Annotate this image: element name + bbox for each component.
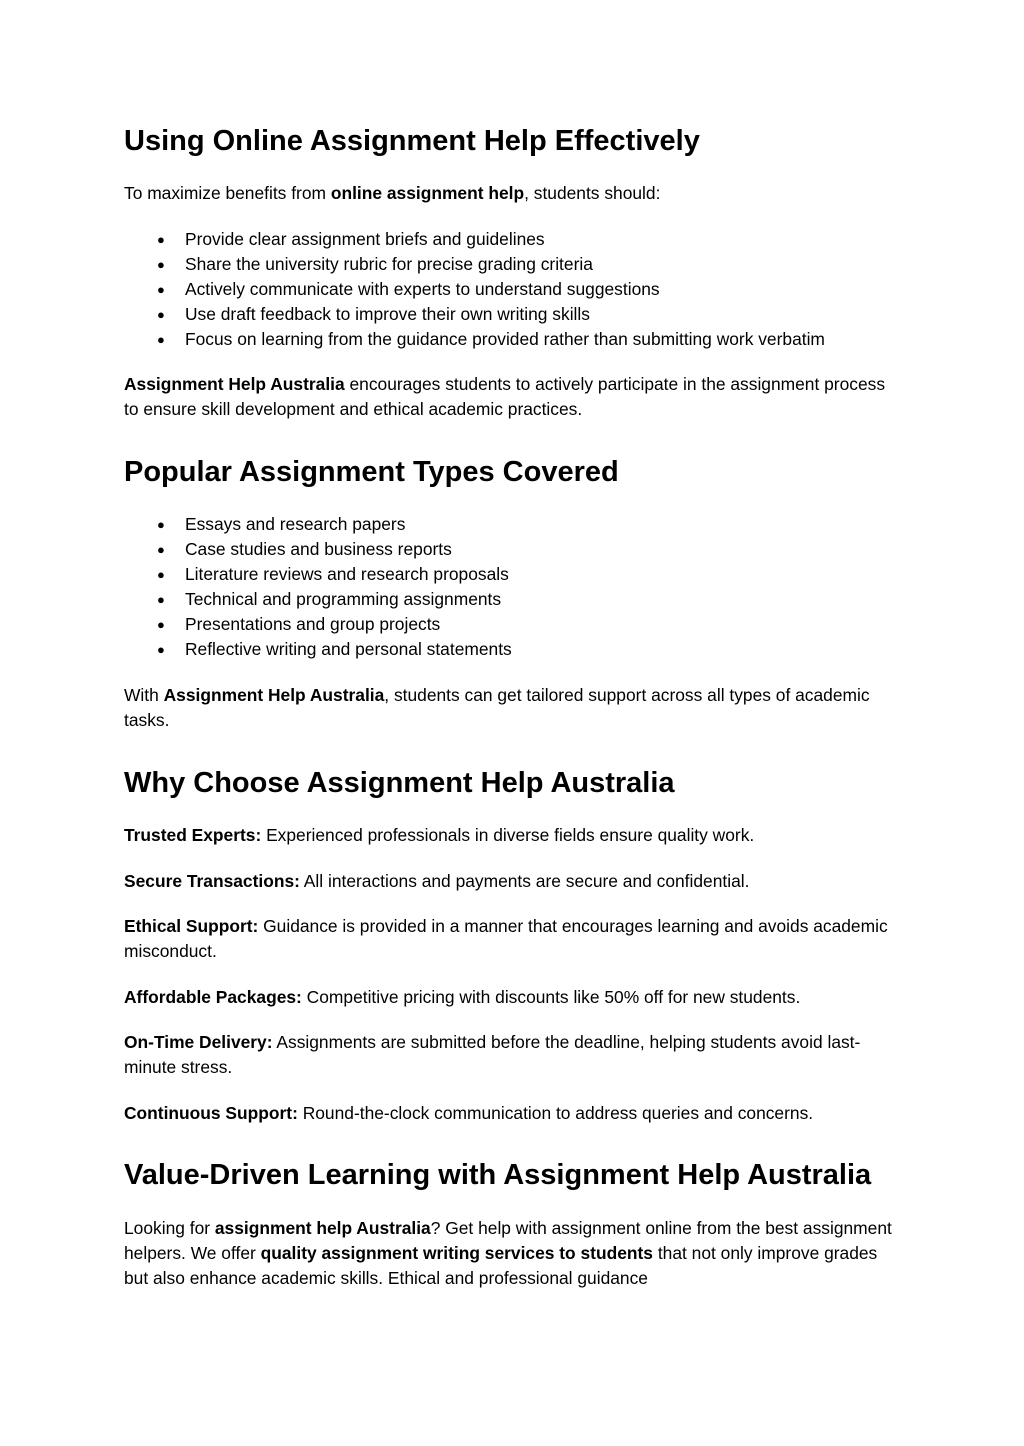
feature-ethical-support (124, 914, 904, 964)
para-text: that not only improve grades but also enhance academic skills. Ethical and professional guidance (124, 1243, 878, 1288)
bullet-icon: ● (157, 642, 165, 657)
list-item (124, 612, 904, 637)
tips-list (124, 227, 904, 352)
heading-value-driven: Value-Driven Learning with Assignment Help Australia (124, 1159, 872, 1191)
feature-on-time-delivery (124, 1030, 904, 1080)
bullet-icon: ● (157, 567, 165, 582)
list-item (124, 537, 904, 562)
list-item (124, 512, 904, 537)
outro-paragraph (124, 372, 904, 422)
bullet-icon: ● (157, 517, 165, 532)
intro-bold: online assignment help (330, 183, 525, 203)
feature-label: On-Time Delivery: (124, 1032, 273, 1052)
bullet-icon: ● (157, 307, 165, 322)
bullet-icon: ● (157, 282, 165, 297)
bullet-icon: ● (157, 232, 165, 247)
feature-text: All interactions and payments are secure and confidential. (299, 871, 750, 891)
para-bold: assignment help Australia (214, 1218, 431, 1238)
list-item (124, 227, 904, 252)
heading-using-online-help: Using Online Assignment Help Effectively (124, 125, 700, 157)
heading-why-choose: Why Choose Assignment Help Australia (124, 767, 675, 799)
value-paragraph (124, 1216, 904, 1291)
list-item-text: Literature reviews and research proposals (185, 564, 509, 584)
feature-text: Assignments are submitted before the deadline, helping students avoid last-minute stress. (124, 1032, 861, 1077)
outro-bold: Assignment Help Australia (124, 374, 345, 394)
list-item-text: Provide clear assignment briefs and guidelines (185, 229, 545, 249)
list-item-text: Case studies and business reports (185, 539, 452, 559)
intro-text: To maximize benefits from (124, 183, 331, 203)
bullet-icon: ● (157, 592, 165, 607)
feature-label: Continuous Support: (124, 1103, 298, 1123)
feature-secure-transactions (124, 869, 904, 894)
outro-text: , students can get tailored support across all types of academic tasks. (124, 685, 870, 730)
feature-continuous-support (124, 1101, 904, 1126)
feature-text: Experienced professionals in diverse fields ensure quality work. (261, 825, 755, 845)
list-item (124, 637, 904, 662)
feature-label: Ethical Support: (124, 916, 259, 936)
list-item-text: Reflective writing and personal statements (185, 639, 512, 659)
list-item-text: Focus on learning from the guidance provided rather than submitting work verbatim (185, 329, 825, 349)
intro-text-end: , students should: (524, 183, 661, 203)
feature-label: Trusted Experts: (124, 825, 262, 845)
list-item-text: Use draft feedback to improve their own writing skills (185, 304, 590, 324)
heading-popular-types: Popular Assignment Types Covered (124, 456, 619, 488)
bullet-icon: ● (157, 332, 165, 347)
list-item-text: Essays and research papers (185, 514, 406, 534)
feature-label: Secure Transactions: (124, 871, 300, 891)
feature-text: Guidance is provided in a manner that encourages learning and avoids academic misconduct. (124, 916, 888, 961)
list-item (124, 327, 904, 352)
list-item-text: Presentations and group projects (185, 614, 441, 634)
list-item (124, 562, 904, 587)
list-item (124, 587, 904, 612)
feature-text: Round-the-clock communication to address queries and concerns. (297, 1103, 814, 1123)
list-item (124, 302, 904, 327)
types-list (124, 512, 904, 662)
outro-bold: Assignment Help Australia (163, 685, 385, 705)
list-item-text: Actively communicate with experts to understand suggestions (185, 279, 660, 299)
bullet-icon: ● (157, 542, 165, 557)
bullet-icon: ● (157, 617, 165, 632)
list-item (124, 252, 904, 277)
feature-text: Competitive pricing with discounts like 50% off for new students. (301, 987, 801, 1007)
list-item-text: Share the university rubric for precise grading criteria (185, 254, 593, 274)
outro-text: encourages students to actively participate in the assignment process to ensure skill development and ethical academic practices. (124, 374, 886, 419)
list-item (124, 277, 904, 302)
para-bold: quality assignment writing services to students (260, 1243, 653, 1263)
list-item-text: Technical and programming assignments (185, 589, 502, 609)
feature-trusted-experts (124, 823, 904, 848)
feature-affordable-packages (124, 985, 904, 1010)
para-text: ? Get help with assignment online from the best assignment helpers. We offer (124, 1218, 892, 1263)
feature-label: Affordable Packages: (124, 987, 302, 1007)
outro-paragraph (124, 683, 904, 733)
bullet-icon: ● (157, 257, 165, 272)
intro-paragraph (124, 181, 904, 206)
para-text: Looking for (124, 1218, 215, 1238)
outro-text-start: With (124, 685, 164, 705)
